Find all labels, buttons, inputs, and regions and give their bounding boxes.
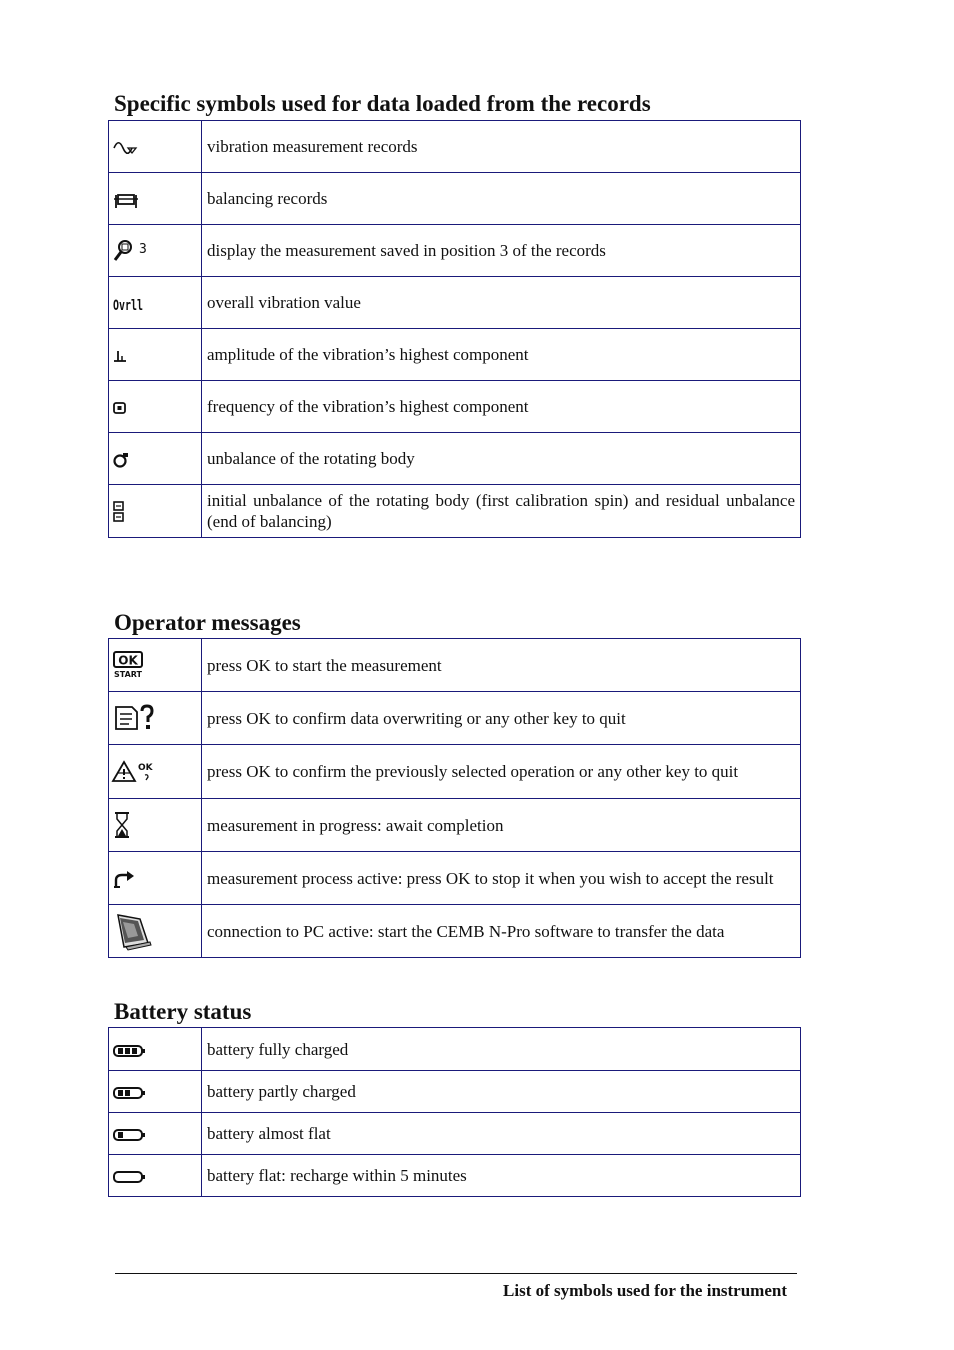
- symbol-description: balancing records: [202, 173, 801, 225]
- initial-residual-icon: [112, 501, 126, 523]
- table-row: [109, 121, 801, 173]
- message-description: press OK to confirm the previously selected operation or any other key to quit: [202, 745, 801, 799]
- symbol-description: vibration measurement records: [202, 121, 801, 173]
- rotate-arrow-icon: [112, 871, 138, 889]
- table-row: [109, 1113, 801, 1155]
- battery-body: [114, 1172, 142, 1182]
- battery-charge-bar: [125, 1090, 130, 1096]
- ok-start-icon: [112, 651, 146, 679]
- battery-charge-bar: [118, 1132, 123, 1138]
- at-frequency-icon: [112, 401, 128, 415]
- record-position-number: 3: [139, 241, 147, 257]
- table-row: [109, 173, 801, 225]
- battery-full-icon: [112, 1043, 148, 1059]
- table-row: [109, 1028, 801, 1071]
- battery-status-table: [108, 1027, 801, 1197]
- battery-tip: [142, 1133, 145, 1137]
- section-title-operator-messages: Operator messages: [114, 610, 301, 635]
- symbol-description: frequency of the vibration’s highest component: [202, 381, 801, 433]
- battery-description: battery almost flat: [202, 1113, 801, 1155]
- battery-charge-bar: [125, 1048, 130, 1054]
- footer-title: List of symbols used for the instrument: [503, 1281, 787, 1300]
- message-description: press OK to start the measurement: [202, 639, 801, 692]
- overall-icon: [112, 295, 146, 313]
- battery-empty-icon: [112, 1169, 148, 1185]
- battery-charge-bar: [132, 1048, 137, 1054]
- table-row: [109, 639, 801, 692]
- table-row: [109, 799, 801, 852]
- table-row: [109, 745, 801, 799]
- symbol-description: overall vibration value: [202, 277, 801, 329]
- symbol-description: unbalance of the rotating body: [202, 433, 801, 485]
- ok-start-icon-ok-text: OK: [118, 653, 138, 668]
- battery-tip: [142, 1175, 145, 1179]
- symbol-description: initial unbalance of the rotating body (first calibration spin) and residual unbalance (end of balancing): [202, 485, 801, 538]
- pc-monitor-icon: [112, 911, 152, 951]
- overwrite-question-icon: [112, 704, 156, 732]
- table-row: [109, 433, 801, 485]
- magnifier-record-icon: [112, 238, 152, 264]
- battery-partial-icon: [112, 1085, 148, 1101]
- battery-description: battery fully charged: [202, 1028, 801, 1071]
- table-row: [109, 485, 801, 538]
- operator-messages-table: [108, 638, 801, 958]
- hourglass-icon: [112, 811, 132, 839]
- message-description: measurement in progress: await completion: [202, 799, 801, 852]
- table-row: [109, 381, 801, 433]
- table-row: [109, 329, 801, 381]
- battery-charge-bar: [118, 1090, 123, 1096]
- overall-icon-label: Ovrll: [113, 298, 143, 315]
- table-row: [109, 692, 801, 745]
- battery-charge-bar: [118, 1048, 123, 1054]
- section-title-battery-status: Battery status: [114, 999, 252, 1024]
- records-symbol-table: [108, 120, 801, 538]
- battery-description: battery partly charged: [202, 1071, 801, 1113]
- battery-tip: [142, 1049, 145, 1053]
- sine-wave-icon: [112, 140, 138, 156]
- unbalance-icon: [112, 452, 130, 468]
- symbol-description: display the measurement saved in position 3 of the records: [202, 225, 801, 277]
- footer-divider: [115, 1273, 797, 1274]
- battery-tip: [142, 1091, 145, 1095]
- rotor-icon: [112, 191, 140, 209]
- table-row: [109, 277, 801, 329]
- symbol-description: amplitude of the vibration’s highest component: [202, 329, 801, 381]
- table-row: [109, 225, 801, 277]
- table-row: [109, 1071, 801, 1113]
- table-row: [109, 852, 801, 905]
- battery-description: battery flat: recharge within 5 minutes: [202, 1155, 801, 1197]
- message-description: measurement process active: press OK to stop it when you wish to accept the result: [202, 852, 801, 905]
- section-title-records: Specific symbols used for data loaded from the records: [114, 91, 651, 116]
- battery-low-icon: [112, 1127, 148, 1143]
- warning-ok-icon: [112, 759, 156, 785]
- message-description: press OK to confirm data overwriting or any other key to quit: [202, 692, 801, 745]
- table-row: [109, 1155, 801, 1197]
- table-row: [109, 905, 801, 958]
- message-description: connection to PC active: start the CEMB N-Pro software to transfer the data: [202, 905, 801, 958]
- warning-ok-icon-text: OK: [138, 762, 153, 773]
- peak-amplitude-icon: [112, 349, 128, 363]
- ok-start-icon-start-text: START: [114, 670, 143, 679]
